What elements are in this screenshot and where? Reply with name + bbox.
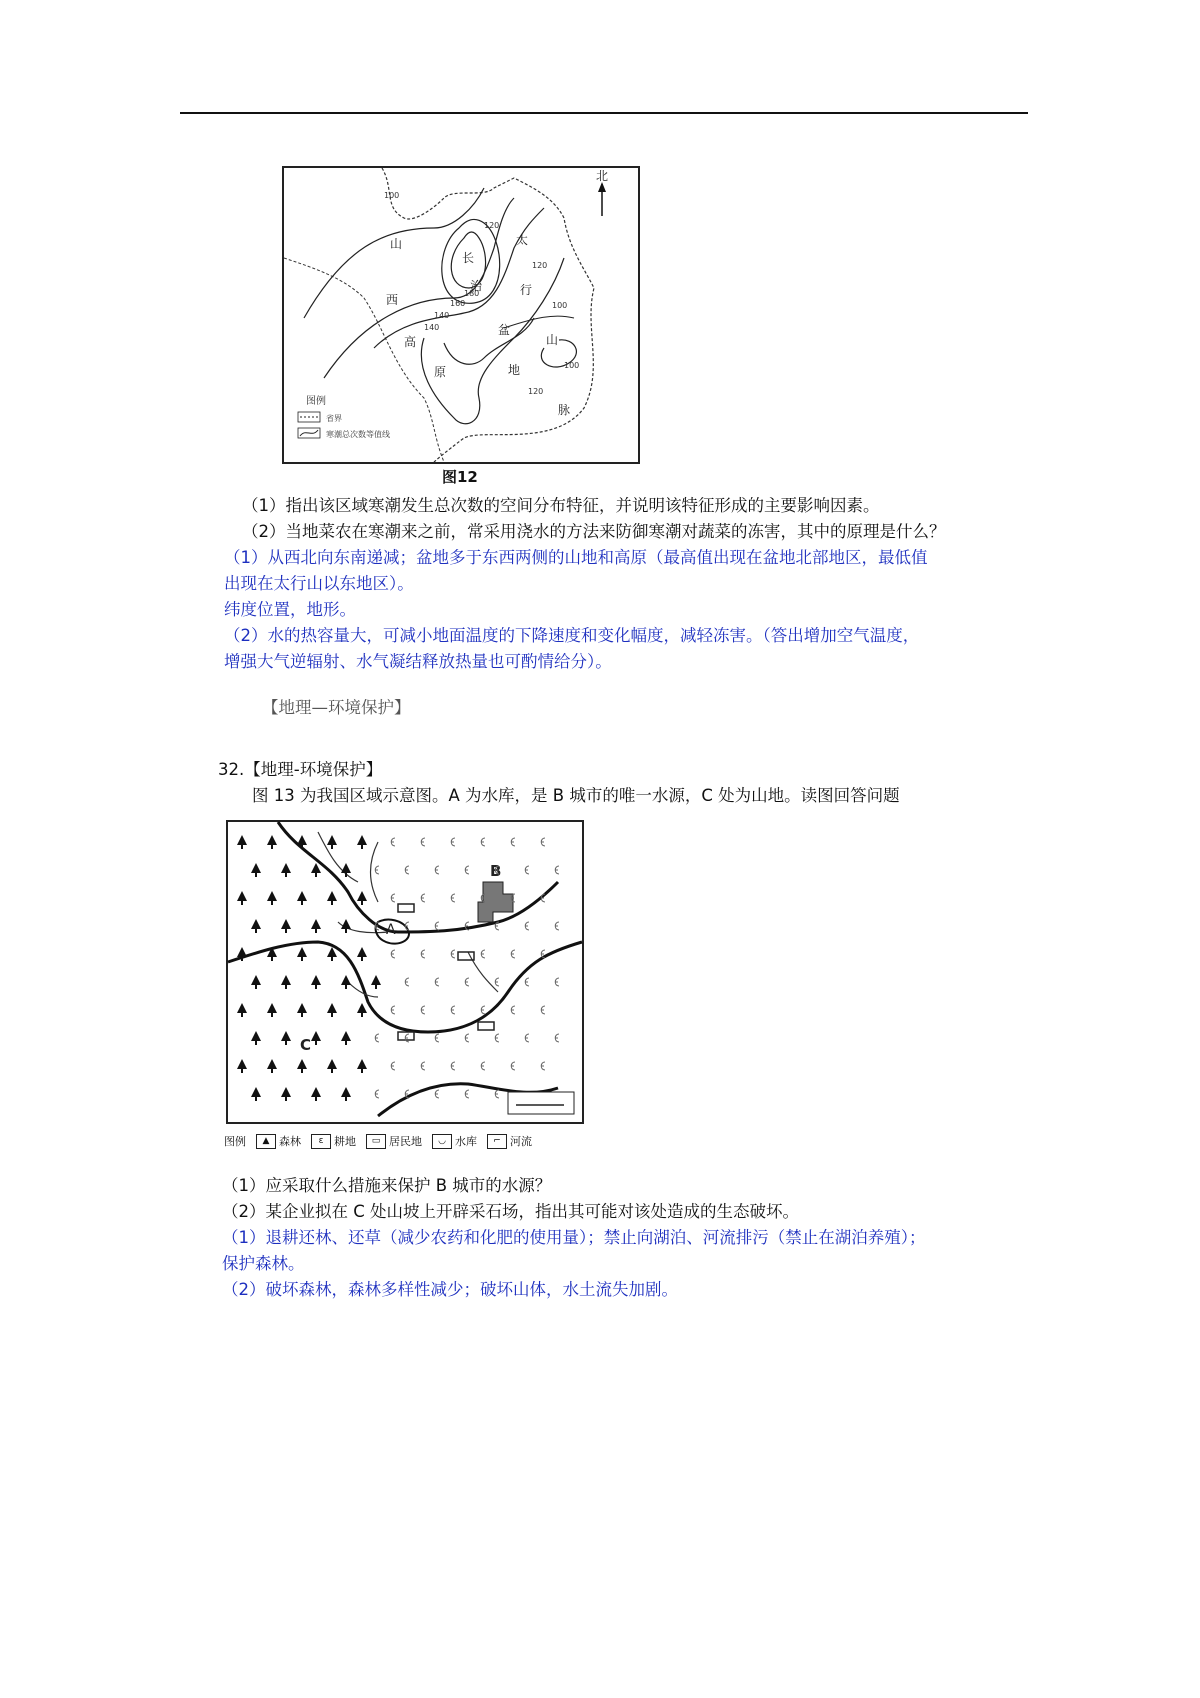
farmland-icon [451, 950, 455, 958]
farmland-icon [405, 978, 409, 986]
farmland-icon [391, 1062, 395, 1070]
farmland-icon [541, 1062, 545, 1070]
north-label: 北 [596, 169, 609, 183]
q32-question-2: （2）某企业拟在 C 处山坡上开辟采石场，指出其可能对该处造成的生态破坏。 [222, 1202, 800, 1221]
farmland-icon [481, 1062, 485, 1070]
farmland-icon [481, 950, 485, 958]
farmland-icon [481, 1006, 485, 1014]
farmland-icon [421, 1062, 425, 1070]
legend-forest: ▲ 森林 [256, 1133, 301, 1149]
tree-icon [297, 1003, 307, 1017]
q31-answer-2-line-1: （2）水的热容量大，可减小地面温度的下降速度和变化幅度，减轻冻害。（答出增加空气温度， [224, 626, 920, 645]
farmland-icon [391, 950, 395, 958]
farmland-icon [465, 1090, 469, 1098]
river [278, 822, 558, 932]
tree-icon [267, 1059, 277, 1073]
farmland-icon [525, 978, 529, 986]
contour-line [444, 318, 534, 364]
legend-reservoir: ◡ 水库 [432, 1133, 477, 1149]
q32-question-1: （1）应采取什么措施来保护 B 城市的水源？ [222, 1176, 552, 1195]
farmland-icon [555, 922, 559, 930]
farmland-icon [451, 1006, 455, 1014]
contour-line [504, 316, 574, 328]
farmland-icon [481, 838, 485, 846]
tree-icon [357, 891, 367, 905]
tree-icon [297, 1059, 307, 1073]
farmland-icon [391, 838, 395, 846]
legend-river: ⌐ 河流 [487, 1133, 532, 1149]
farmland-icon [541, 838, 545, 846]
farmland-icon [375, 1034, 379, 1042]
contour-value: 140 [434, 311, 450, 320]
fig12-legend-boundary: 省界 [326, 414, 342, 423]
q31-answer-2-line-2: 增强大气逆辐射、水气凝结释放热量也可酌情给分）。 [224, 652, 612, 671]
province-boundary [382, 168, 594, 462]
figure-13-map [226, 820, 584, 1124]
tree-icon [311, 919, 321, 933]
label-yuan: 原 [434, 365, 447, 379]
tree-icon [357, 947, 367, 961]
tree-icon: ▲ [256, 1134, 276, 1149]
contour-value: 140 [424, 323, 440, 332]
q31-question-1: （1）指出该区域寒潮发生总次数的空间分布特征，并说明该特征形成的主要影响因素。 [242, 496, 880, 515]
farmland-icon [435, 922, 439, 930]
label-tai: 太 [516, 233, 529, 247]
figure-13-svg [228, 822, 582, 1122]
farmland-icon [451, 894, 455, 902]
tree-icon [281, 863, 291, 877]
farmland-icon [435, 978, 439, 986]
farmland-icon [525, 922, 529, 930]
river [371, 842, 379, 902]
legend-farmland: ɛ 耕地 [311, 1133, 356, 1149]
farmland-icon [421, 950, 425, 958]
tree-icon [281, 975, 291, 989]
contour-value: 180 [464, 289, 480, 298]
farmland-icon [495, 1034, 499, 1042]
contour-value: 100 [564, 361, 580, 370]
tree-icon [311, 1087, 321, 1101]
legend-settlement: ▭ 居民地 [366, 1133, 422, 1149]
label-mai: 脉 [558, 403, 571, 417]
tree-icon [341, 1031, 351, 1045]
q32-answer-1-line-2: 保护森林。 [222, 1254, 305, 1273]
q31-answer-1-line-2: 出现在太行山以东地区）。 [224, 574, 414, 593]
farmland-icon [525, 866, 529, 874]
farmland-icon [435, 866, 439, 874]
tree-icon [327, 947, 337, 961]
tree-icon [357, 1059, 367, 1073]
tree-icon [341, 919, 351, 933]
farmland-icon [391, 894, 395, 902]
label-a: A [386, 922, 396, 938]
contour-line [421, 258, 564, 424]
q31-answer-1-line-1: （1）从西北向东南递减；盆地多于东西两侧的山地和高原（最高值出现在盆地北部地区，最低值 [224, 548, 928, 567]
contour-value: 100 [552, 301, 568, 310]
tree-icon [267, 1003, 277, 1017]
farmland-icon [451, 838, 455, 846]
q32-answer-2: （2）破坏森林，森林多样性减少；破坏山体，水土流失加剧。 [222, 1280, 678, 1299]
tree-icon [251, 975, 261, 989]
fig13-legend-title: 图例 [224, 1135, 246, 1148]
label-di: 地 [508, 363, 521, 377]
label-xing: 行 [520, 283, 533, 297]
tree-icon [281, 1087, 291, 1101]
tree-icon [237, 1059, 247, 1073]
farmland-icon [375, 1090, 379, 1098]
farmland-icon [405, 866, 409, 874]
tree-icon [327, 835, 337, 849]
farmland-icon [511, 1062, 515, 1070]
figure-12-map [282, 166, 640, 464]
farmland-icon [495, 978, 499, 986]
farmland-icon [465, 978, 469, 986]
tree-icon [281, 1031, 291, 1045]
river [318, 832, 358, 882]
farmland-icon [555, 1034, 559, 1042]
farmland-icon [525, 1034, 529, 1042]
tree-icon [267, 891, 277, 905]
label-c: C [300, 1036, 312, 1054]
reservoir-icon: ◡ [432, 1134, 452, 1149]
tree-icon [341, 1087, 351, 1101]
tree-icon [297, 891, 307, 905]
fig12-legend-contour: 寒潮总次数等值线 [326, 430, 390, 439]
farmland-icon [541, 1006, 545, 1014]
farmland-icon [511, 950, 515, 958]
farmland-icon [421, 838, 425, 846]
farmland-icon: ɛ [311, 1134, 331, 1149]
farmland-icon [435, 1034, 439, 1042]
q31-question-2: （2）当地菜农在寒潮来之前，常采用浇水的方法来防御寒潮对蔬菜的冻害，其中的原理是什么？ [242, 522, 946, 541]
river-icon: ⌐ [487, 1134, 507, 1149]
contour-value: 160 [450, 299, 466, 308]
tree-icon [327, 891, 337, 905]
tree-icon [281, 919, 291, 933]
tree-icon [341, 863, 351, 877]
label-gao: 高 [404, 335, 417, 349]
farmland-icon [451, 1062, 455, 1070]
farmland-icon [465, 1034, 469, 1042]
farmland-icon [421, 1006, 425, 1014]
q31-cut-line: 【地理—环境保护】 [262, 698, 411, 717]
contour-value: 120 [484, 221, 500, 230]
contour-value: 100 [384, 191, 400, 200]
contour-value: 120 [528, 387, 544, 396]
q32-intro: 图 13 为我国区域示意图。A 为水库，是 B 城市的唯一水源，C 处为山地。读图回答问题 [252, 786, 900, 805]
fig12-legend-title: 图例 [306, 396, 326, 407]
tree-icon [297, 947, 307, 961]
farmland-icon [511, 1006, 515, 1014]
label-b: B [490, 862, 502, 880]
figure-13-legend [224, 1133, 532, 1149]
tree-icon [237, 1003, 247, 1017]
header-rule [180, 112, 1028, 114]
q32-answer-1-line-1: （1）退耕还林、还草（减少农药和化肥的使用量）；禁止向湖泊、河流排污（禁止在湖泊养殖）； [222, 1228, 926, 1247]
tree-icon [237, 891, 247, 905]
tree-icon [327, 1059, 337, 1073]
label-zhi: 治 [470, 279, 483, 293]
farmland-icon [405, 1034, 409, 1042]
tree-icon [311, 863, 321, 877]
label-shan-1: 山 [390, 237, 403, 251]
q32-title: 32.【地理-环境保护】 [218, 760, 383, 779]
tree-icon [341, 975, 351, 989]
tree-icon [357, 835, 367, 849]
contour-value: 120 [532, 261, 548, 270]
farmland-icon [465, 866, 469, 874]
figure-12-svg [284, 168, 638, 462]
farmland-icon [555, 978, 559, 986]
tree-icon [371, 975, 381, 989]
label-pen: 盆 [498, 323, 511, 337]
farmland-icon [391, 1006, 395, 1014]
tree-icon [251, 1031, 261, 1045]
tree-icon [251, 863, 261, 877]
farmland-icon [375, 866, 379, 874]
tree-icon [327, 1003, 337, 1017]
settlement-icon: ▭ [366, 1134, 386, 1149]
farmland-icon [511, 838, 515, 846]
farmland-icon [555, 866, 559, 874]
tree-icon [267, 835, 277, 849]
tree-icon [311, 975, 321, 989]
label-shan-2: 山 [546, 333, 559, 347]
farmland-icon [421, 894, 425, 902]
tree-icon [251, 1087, 261, 1101]
river [228, 942, 582, 1032]
farmland-icon [495, 1090, 499, 1098]
label-xi: 西 [386, 293, 399, 307]
tree-icon [357, 1003, 367, 1017]
contour-line [374, 208, 544, 348]
label-chang: 长 [462, 251, 475, 265]
farmland-icon [435, 1090, 439, 1098]
q31-answer-1-line-3: 纬度位置，地形。 [224, 600, 356, 619]
tree-icon [251, 919, 261, 933]
figure-12-caption: 图12 [442, 468, 478, 486]
tree-icon [311, 1031, 321, 1045]
tree-icon [237, 835, 247, 849]
